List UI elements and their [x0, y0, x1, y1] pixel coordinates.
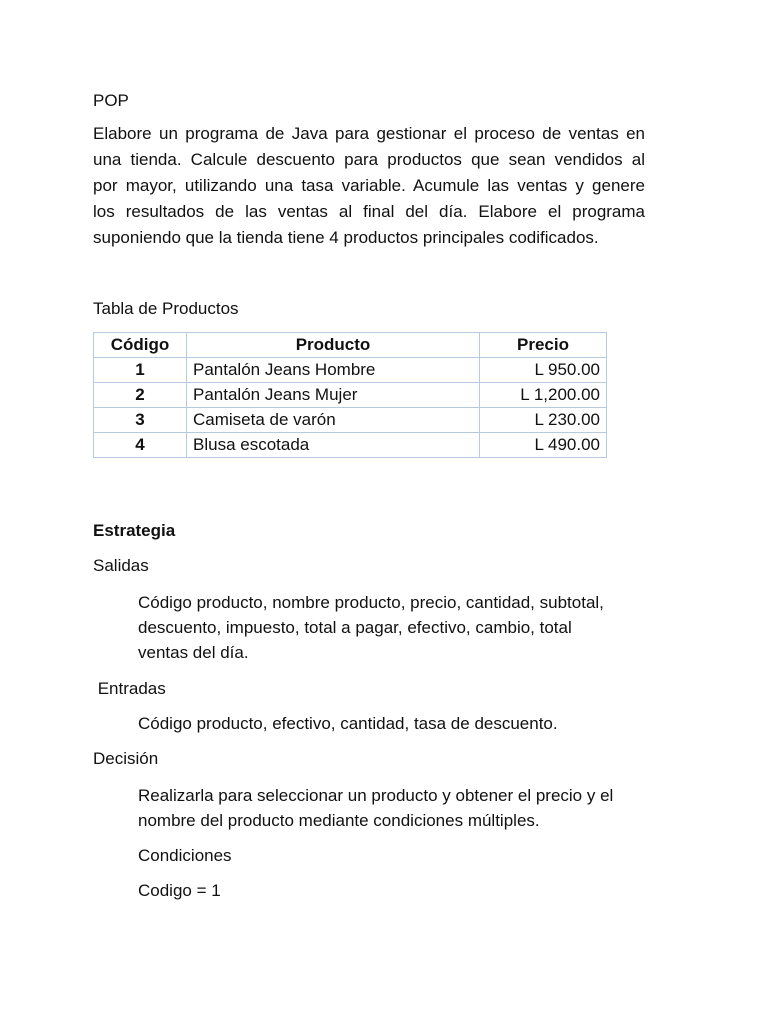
cell-price: L 230.00: [480, 408, 607, 433]
conditions-label: Condiciones: [138, 846, 232, 865]
column-header-price: Precio: [480, 333, 607, 358]
cell-code: 1: [94, 358, 187, 383]
cell-code: 4: [94, 433, 187, 458]
inputs-label: Entradas: [93, 679, 166, 698]
outputs-label: Salidas: [93, 556, 149, 575]
cell-product: Camiseta de varón: [187, 408, 480, 433]
cell-product: Blusa escotada: [187, 433, 480, 458]
decision-line: Realizarla para seleccionar un producto y obtener el precio y el: [138, 786, 614, 805]
decision-line: nombre del producto mediante condiciones múltiples.: [138, 811, 540, 830]
outputs-line: Código producto, nombre producto, precio, cantidad, subtotal,: [138, 593, 604, 612]
cell-price: L 490.00: [480, 433, 607, 458]
column-header-product: Producto: [187, 333, 480, 358]
decision-text: [138, 783, 678, 833]
products-table: [93, 332, 607, 458]
cell-product: Pantalón Jeans Mujer: [187, 383, 480, 408]
intro-line: una tienda. Calcule descuento para productos que sean vendidos al: [93, 150, 645, 169]
table-row: [94, 408, 607, 433]
outputs-line: ventas del día.: [138, 643, 249, 662]
cell-price: L 950.00: [480, 358, 607, 383]
outputs-list: [138, 590, 678, 665]
table-row: [94, 358, 607, 383]
table-caption: Tabla de Productos: [93, 299, 239, 318]
decision-label: Decisión: [93, 749, 159, 768]
intro-line: los resultados de las ventas al final del día. Elabore el programa: [93, 202, 645, 221]
table-row: [94, 433, 607, 458]
intro-line: suponiendo que la tienda tiene 4 productos principales codificados.: [93, 228, 599, 247]
table-row: [94, 383, 607, 408]
condition-item: Codigo = 1: [138, 881, 221, 900]
cell-code: 3: [94, 408, 187, 433]
table-header-row: [94, 333, 607, 358]
inputs-text: Código producto, efectivo, cantidad, tasa de descuento.: [138, 714, 558, 733]
cell-product: Pantalón Jeans Hombre: [187, 358, 480, 383]
intro-line: por mayor, utilizando una tasa variable. Acumule las ventas y genere: [93, 176, 645, 195]
intro-paragraph: [93, 121, 645, 251]
document-heading: POP: [93, 91, 129, 110]
strategy-title: Estrategia: [93, 521, 176, 540]
outputs-line: descuento, impuesto, total a pagar, efectivo, cambio, total: [138, 618, 572, 637]
cell-price: L 1,200.00: [480, 383, 607, 408]
column-header-code: Código: [94, 333, 187, 358]
intro-line: Elabore un programa de Java para gestionar el proceso de ventas en: [93, 124, 645, 143]
cell-code: 2: [94, 383, 187, 408]
